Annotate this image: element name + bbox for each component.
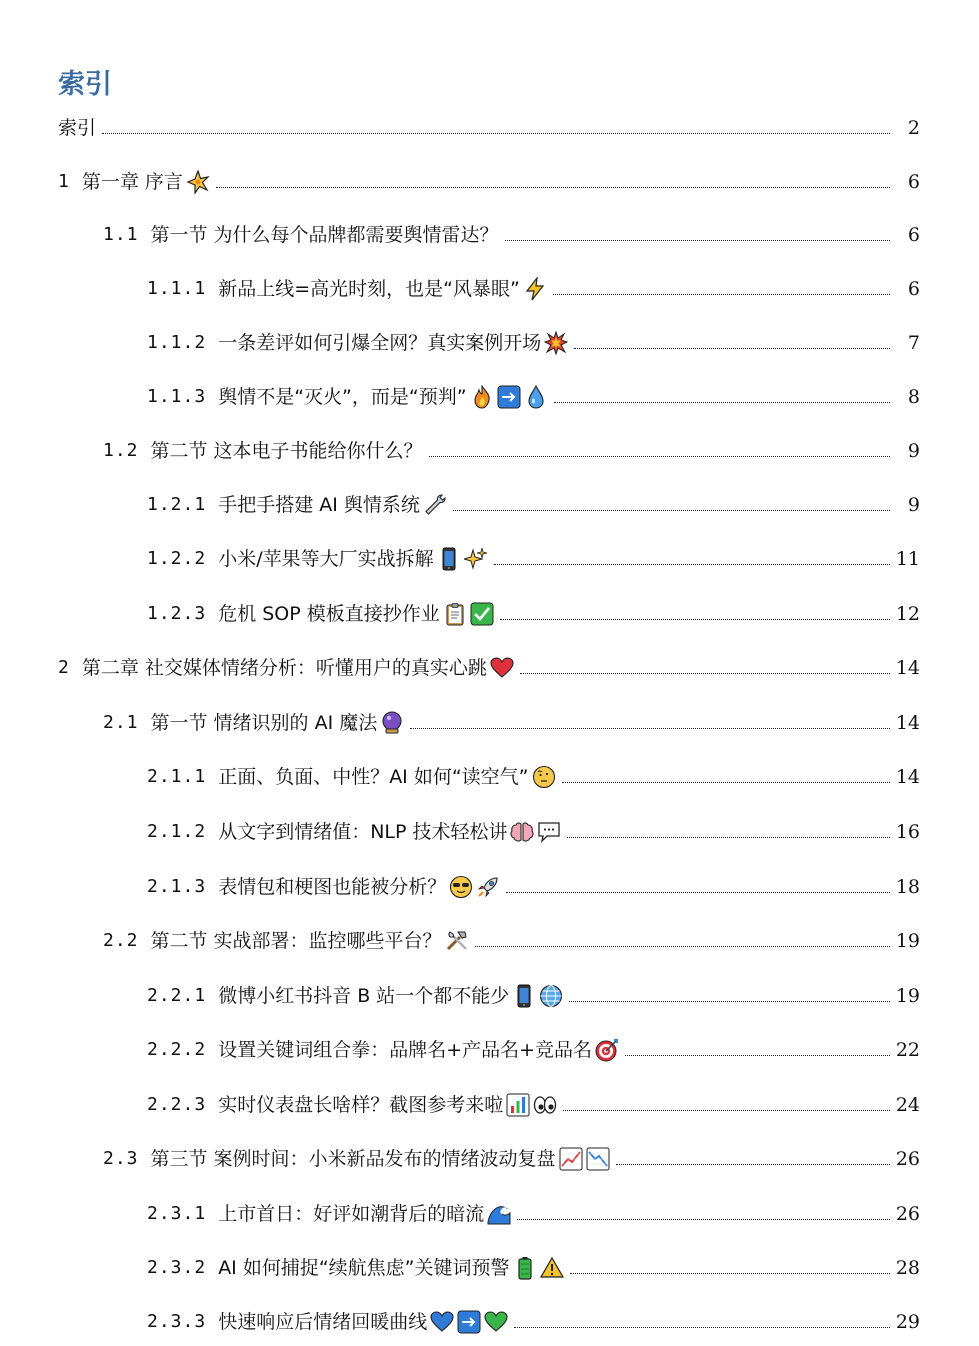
page-number: 22 xyxy=(895,1039,920,1061)
blue-heart-icon xyxy=(430,1310,454,1334)
dot-leader xyxy=(569,1000,890,1002)
toc-entry-label xyxy=(147,385,548,409)
section-title: 第二章 社交媒体情绪分析：听懂用户的真实心跳 xyxy=(81,657,487,679)
toc-entry-label xyxy=(58,116,96,140)
page-number: 9 xyxy=(907,494,920,516)
toc-entry-label xyxy=(147,1310,508,1334)
dot-leader xyxy=(475,945,890,947)
toc-entry-label xyxy=(147,1093,557,1117)
section-title: 舆情不是“灭火”，而是“预判” xyxy=(218,386,467,408)
page-number: 19 xyxy=(895,985,920,1007)
dot-leader xyxy=(216,186,890,188)
section-title: 第三节 案例时间：小米新品发布的情绪波动复盘 xyxy=(150,1148,556,1170)
section-title: 索引 xyxy=(58,117,97,139)
dot-leader xyxy=(506,891,890,893)
chart-up-icon xyxy=(559,1147,583,1171)
section-number: 1.2.1 xyxy=(147,494,207,515)
section-title: 手把手搭建 AI 舆情系统 xyxy=(218,494,420,516)
dot-leader xyxy=(505,239,890,241)
bar-chart-icon xyxy=(506,1093,530,1117)
toc-entry[interactable] xyxy=(0,650,979,680)
dot-leader xyxy=(570,1272,890,1274)
page-number: 18 xyxy=(895,876,920,898)
wave-icon xyxy=(487,1202,511,1226)
page-number: 29 xyxy=(895,1311,920,1333)
page-number: 19 xyxy=(895,930,920,952)
section-number: 1.2 xyxy=(103,440,139,461)
droplet-icon xyxy=(524,385,548,409)
lightning-icon xyxy=(523,277,547,301)
section-number: 2.3 xyxy=(103,1148,139,1169)
section-title: AI 如何捕捉“续航焦虑”关键词预警 xyxy=(218,1257,510,1279)
toc-entry-label xyxy=(147,1038,619,1062)
phone-icon xyxy=(437,547,461,571)
section-number: 1.1.3 xyxy=(147,386,207,407)
page-number: 6 xyxy=(907,224,920,246)
phone-icon xyxy=(512,984,536,1008)
page-number: 26 xyxy=(895,1203,920,1225)
dot-leader xyxy=(574,347,890,349)
rocket-icon xyxy=(476,875,500,899)
dot-leader xyxy=(494,563,890,565)
tools-icon xyxy=(445,929,469,953)
section-number: 2.2.2 xyxy=(147,1039,207,1060)
page-number: 7 xyxy=(907,332,920,354)
toc-entry[interactable] xyxy=(0,271,979,301)
page-number: 9 xyxy=(907,440,920,462)
page-number: 8 xyxy=(907,386,920,408)
section-number: 1.1.2 xyxy=(147,332,207,353)
page-number: 14 xyxy=(895,766,920,788)
thinking-face-icon xyxy=(532,765,556,789)
check-box-icon xyxy=(470,602,494,626)
page-title: 索引 xyxy=(58,69,112,100)
page-number: 12 xyxy=(895,603,920,625)
section-title: 快速响应后情绪回暖曲线 xyxy=(218,1311,428,1333)
warning-icon xyxy=(540,1256,564,1280)
section-number: 1.1.1 xyxy=(147,278,207,299)
section-number: 2.2 xyxy=(103,930,139,951)
dot-leader xyxy=(554,401,890,403)
page-number: 14 xyxy=(895,657,920,679)
sparkle-star-icon xyxy=(186,170,210,194)
toc-entry-label xyxy=(103,929,469,953)
toc-entry-label xyxy=(147,1256,564,1280)
toc-entry[interactable] xyxy=(0,1304,979,1334)
toc-entry-label xyxy=(103,711,404,735)
page-number: 2 xyxy=(907,117,920,139)
toc-entry-label xyxy=(58,170,210,194)
dot-leader xyxy=(562,781,890,783)
toc-entry-label xyxy=(147,602,494,626)
toc-entry[interactable] xyxy=(0,1196,979,1226)
toc-entry-label xyxy=(147,820,561,844)
toc-entry[interactable] xyxy=(0,759,979,789)
target-icon xyxy=(595,1038,619,1062)
dot-leader xyxy=(616,1163,890,1165)
arrow-right-icon xyxy=(497,385,521,409)
section-title: 微博小红书抖音 B 站一个都不能少 xyxy=(218,985,510,1007)
section-number: 2.1.3 xyxy=(147,876,207,897)
red-heart-icon xyxy=(490,656,514,680)
brain-icon xyxy=(510,820,534,844)
toc-entry-label xyxy=(103,223,499,247)
dot-leader xyxy=(429,455,890,457)
toc-entry-label xyxy=(147,875,500,899)
page-number: 11 xyxy=(895,548,920,570)
sparkles-icon xyxy=(464,547,488,571)
toc-entry[interactable] xyxy=(0,978,979,1008)
section-title: 设置关键词组合拳：品牌名+产品名+竞品名 xyxy=(218,1039,593,1061)
page-number: 28 xyxy=(895,1257,920,1279)
toc-entry[interactable] xyxy=(0,869,979,899)
page-number: 24 xyxy=(895,1094,920,1116)
toc-entry-label xyxy=(103,439,423,463)
toc-entry[interactable] xyxy=(0,433,979,463)
toc-entry-label xyxy=(147,277,547,301)
toc-entry[interactable] xyxy=(0,1141,979,1171)
dot-leader xyxy=(553,293,890,295)
dot-leader xyxy=(410,727,890,729)
toc-entry-label xyxy=(147,547,488,571)
section-number: 2.2.3 xyxy=(147,1094,207,1115)
toc-entry-label xyxy=(58,656,514,680)
dot-leader xyxy=(514,1326,890,1328)
page-number: 14 xyxy=(895,712,920,734)
dot-leader xyxy=(500,618,890,620)
toc-entry[interactable] xyxy=(0,164,979,194)
toc-entry[interactable] xyxy=(0,217,979,247)
collision-icon xyxy=(544,331,568,355)
battery-icon xyxy=(513,1256,537,1280)
section-number: 2 xyxy=(58,657,70,678)
page-number: 26 xyxy=(895,1148,920,1170)
section-title: 一条差评如何引爆全网？真实案例开场 xyxy=(218,332,542,354)
arrow-right-icon xyxy=(457,1310,481,1334)
section-title: 从文字到情绪值：NLP 技术轻松讲 xyxy=(218,821,508,843)
toc-entry-label xyxy=(147,493,447,517)
toc-entry[interactable] xyxy=(0,705,979,735)
section-title: 正面、负面、中性？AI 如何“读空气” xyxy=(218,766,529,788)
sunglasses-face-icon xyxy=(449,875,473,899)
toc-entry[interactable] xyxy=(0,110,979,140)
toc-entry[interactable] xyxy=(0,596,979,626)
toc-entry[interactable] xyxy=(0,1032,979,1062)
toc-entry-label xyxy=(147,1202,511,1226)
section-number: 2.1 xyxy=(103,712,139,733)
dot-leader xyxy=(453,509,890,511)
dot-leader xyxy=(102,132,890,134)
section-title: 第一节 为什么每个品牌都需要舆情雷达？ xyxy=(150,224,499,246)
toc-entry-label xyxy=(103,1147,610,1171)
toc-entry-label xyxy=(147,984,563,1008)
section-number: 2.2.1 xyxy=(147,985,207,1006)
green-heart-icon xyxy=(484,1310,508,1334)
dot-leader xyxy=(563,1109,890,1111)
clipboard-icon xyxy=(443,602,467,626)
dot-leader xyxy=(520,672,890,674)
section-title: 小米/苹果等大厂实战拆解 xyxy=(218,548,434,570)
globe-icon xyxy=(539,984,563,1008)
toc-entry[interactable] xyxy=(0,814,979,844)
section-title: 第一节 情绪识别的 AI 魔法 xyxy=(150,712,378,734)
section-number: 2.3.2 xyxy=(147,1257,207,1278)
section-title: 第二节 实战部署：监控哪些平台？ xyxy=(150,930,442,952)
toc-entry[interactable] xyxy=(0,541,979,571)
section-title: 第二节 这本电子书能给你什么？ xyxy=(150,440,423,462)
toc-entry[interactable] xyxy=(0,487,979,517)
toc-entry[interactable] xyxy=(0,379,979,409)
section-title: 新品上线=高光时刻，也是“风暴眼” xyxy=(218,278,520,300)
section-title: 上市首日：好评如潮背后的暗流 xyxy=(218,1203,485,1225)
toc-entry[interactable] xyxy=(0,923,979,953)
eyes-icon xyxy=(533,1093,557,1117)
section-title: 实时仪表盘长啥样？截图参考来啦 xyxy=(218,1094,504,1116)
toc-entry-label xyxy=(147,765,556,789)
toc-entry[interactable] xyxy=(0,1087,979,1117)
page-number: 6 xyxy=(907,171,920,193)
speech-bubble-icon xyxy=(537,820,561,844)
section-number: 2.1.2 xyxy=(147,821,207,842)
dot-leader xyxy=(625,1054,890,1056)
wrench-icon xyxy=(423,493,447,517)
section-title: 表情包和梗图也能被分析？ xyxy=(218,876,447,898)
section-number: 2.3.3 xyxy=(147,1311,207,1332)
page-number: 6 xyxy=(907,278,920,300)
toc-entry-label xyxy=(147,331,568,355)
section-title: 危机 SOP 模板直接抄作业 xyxy=(218,603,440,625)
toc-entry[interactable] xyxy=(0,325,979,355)
section-number: 1.1 xyxy=(103,224,139,245)
section-number: 1.2.2 xyxy=(147,548,207,569)
section-number: 2.1.1 xyxy=(147,766,207,787)
chart-down-icon xyxy=(586,1147,610,1171)
fire-icon xyxy=(470,385,494,409)
dot-leader xyxy=(517,1218,890,1220)
toc-entry[interactable] xyxy=(0,1250,979,1280)
crystal-ball-icon xyxy=(380,711,404,735)
section-number: 1 xyxy=(58,171,70,192)
section-number: 1.2.3 xyxy=(147,603,207,624)
section-title: 第一章 序言 xyxy=(81,171,183,193)
page-number: 16 xyxy=(895,821,920,843)
dot-leader xyxy=(567,836,890,838)
section-number: 2.3.1 xyxy=(147,1203,207,1224)
